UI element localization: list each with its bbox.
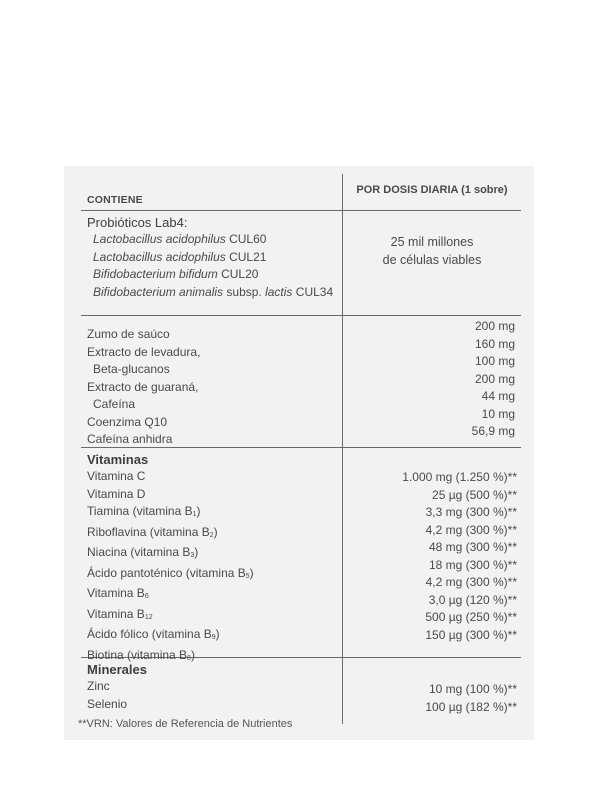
minerals-ingredients <box>81 658 343 724</box>
amount-value: 44 mg <box>481 389 515 403</box>
list-item: Vitamina $B_6$ <box>87 586 149 600</box>
amount-value: 48 mg (300 %)** <box>428 540 517 554</box>
list-item: Cafeína <box>93 397 136 411</box>
nutrition-label <box>64 166 534 740</box>
probiotics-title: Probióticos Lab4: <box>87 215 188 230</box>
list-item: Beta-glucanos <box>93 362 170 376</box>
composition-table <box>81 174 521 724</box>
header-per-dose: POR DOSIS DIARIA (1 sobre) <box>356 184 508 196</box>
list-item: Extracto de guaraná, <box>87 379 199 394</box>
header-contains: CONTIENE <box>81 174 343 210</box>
extracts-ingredients <box>81 316 343 447</box>
amount-value: 25 µg (500 %)** <box>432 487 517 502</box>
amount-value: 200 mg <box>474 371 515 386</box>
amount-value: 150 µg (300 %)** <box>425 627 517 642</box>
probiotics-amount <box>343 211 521 315</box>
amount-value: 160 mg <box>474 336 515 351</box>
vitamins-title: Vitaminas <box>87 452 149 467</box>
probiotics-row <box>81 210 521 315</box>
list-item: Lactobacillus acidophilus CUL60 <box>93 232 267 246</box>
list-item: Riboflavina (vitamina $B_2$) <box>87 524 218 539</box>
vitamins-row <box>81 447 521 662</box>
list-item: Tiamina (vitamina $B_1$) <box>87 504 201 518</box>
minerals-row <box>81 657 521 724</box>
amount-value: 56,9 mg <box>471 424 515 438</box>
probiotics-ingredients <box>81 211 343 315</box>
list-item: Zinc <box>87 679 110 693</box>
list-item: Biotina (vitamina $B_8$) <box>87 647 195 662</box>
minerals-title: Minerales <box>87 662 147 677</box>
amount-value: 100 mg <box>474 354 515 368</box>
table-header <box>81 174 521 210</box>
vitamins-ingredients <box>81 448 343 662</box>
extracts-amounts <box>343 316 521 447</box>
amount-value: 3,0 µg (120 %)** <box>428 592 517 607</box>
amount-value: 18 mg (300 %)** <box>428 557 517 572</box>
list-item: Coenzima Q10 <box>87 414 168 429</box>
list-item: Vitamina C <box>87 469 146 483</box>
list-item: Cafeína anhidra <box>87 432 173 446</box>
list-item: Extracto de levadura, <box>87 344 201 359</box>
list-item: Bifidobacterium bifidum CUL20 <box>93 267 259 281</box>
minerals-amounts <box>343 658 521 724</box>
amount-value: 100 µg (182 %)** <box>425 699 517 714</box>
extracts-row <box>81 315 521 447</box>
amount-value: 200 mg <box>474 319 515 333</box>
list-item: Selenio <box>87 696 128 711</box>
vitamins-amounts <box>343 448 521 657</box>
list-item: Lactobacillus acidophilus CUL21 <box>93 249 267 264</box>
amount-value: 4,2 mg (300 %)** <box>425 522 517 537</box>
list-item: Vitamina $B_{12}$ <box>87 606 153 621</box>
list-item: Zumo de saúco <box>87 327 170 341</box>
amount-value: 1.000 mg (1.250 %)** <box>402 470 517 484</box>
amount-value: 10 mg (100 %)** <box>428 682 517 696</box>
amount-line: de células viables <box>382 253 482 267</box>
amount-value: 3,3 mg (300 %)** <box>425 505 517 519</box>
amount-value: 10 mg <box>481 406 515 421</box>
list-item: Niacina (vitamina $B_3$) <box>87 545 199 559</box>
footnote: **VRN: Valores de Referencia de Nutrientes <box>78 718 293 730</box>
list-item: Vitamina D <box>87 486 146 501</box>
amount-value: 4,2 mg (300 %)** <box>425 575 517 589</box>
list-item: Ácido pantoténico (vitamina $B_5$) <box>87 565 254 580</box>
amount-line: 25 mil millones <box>390 235 474 249</box>
list-item: Ácido fólico (vitamina $B_9$) <box>87 627 220 641</box>
amount-value: 500 µg (250 %)** <box>425 610 517 624</box>
list-item: Bifidobacterium animalis subsp. lactis CUL34 <box>93 284 334 299</box>
